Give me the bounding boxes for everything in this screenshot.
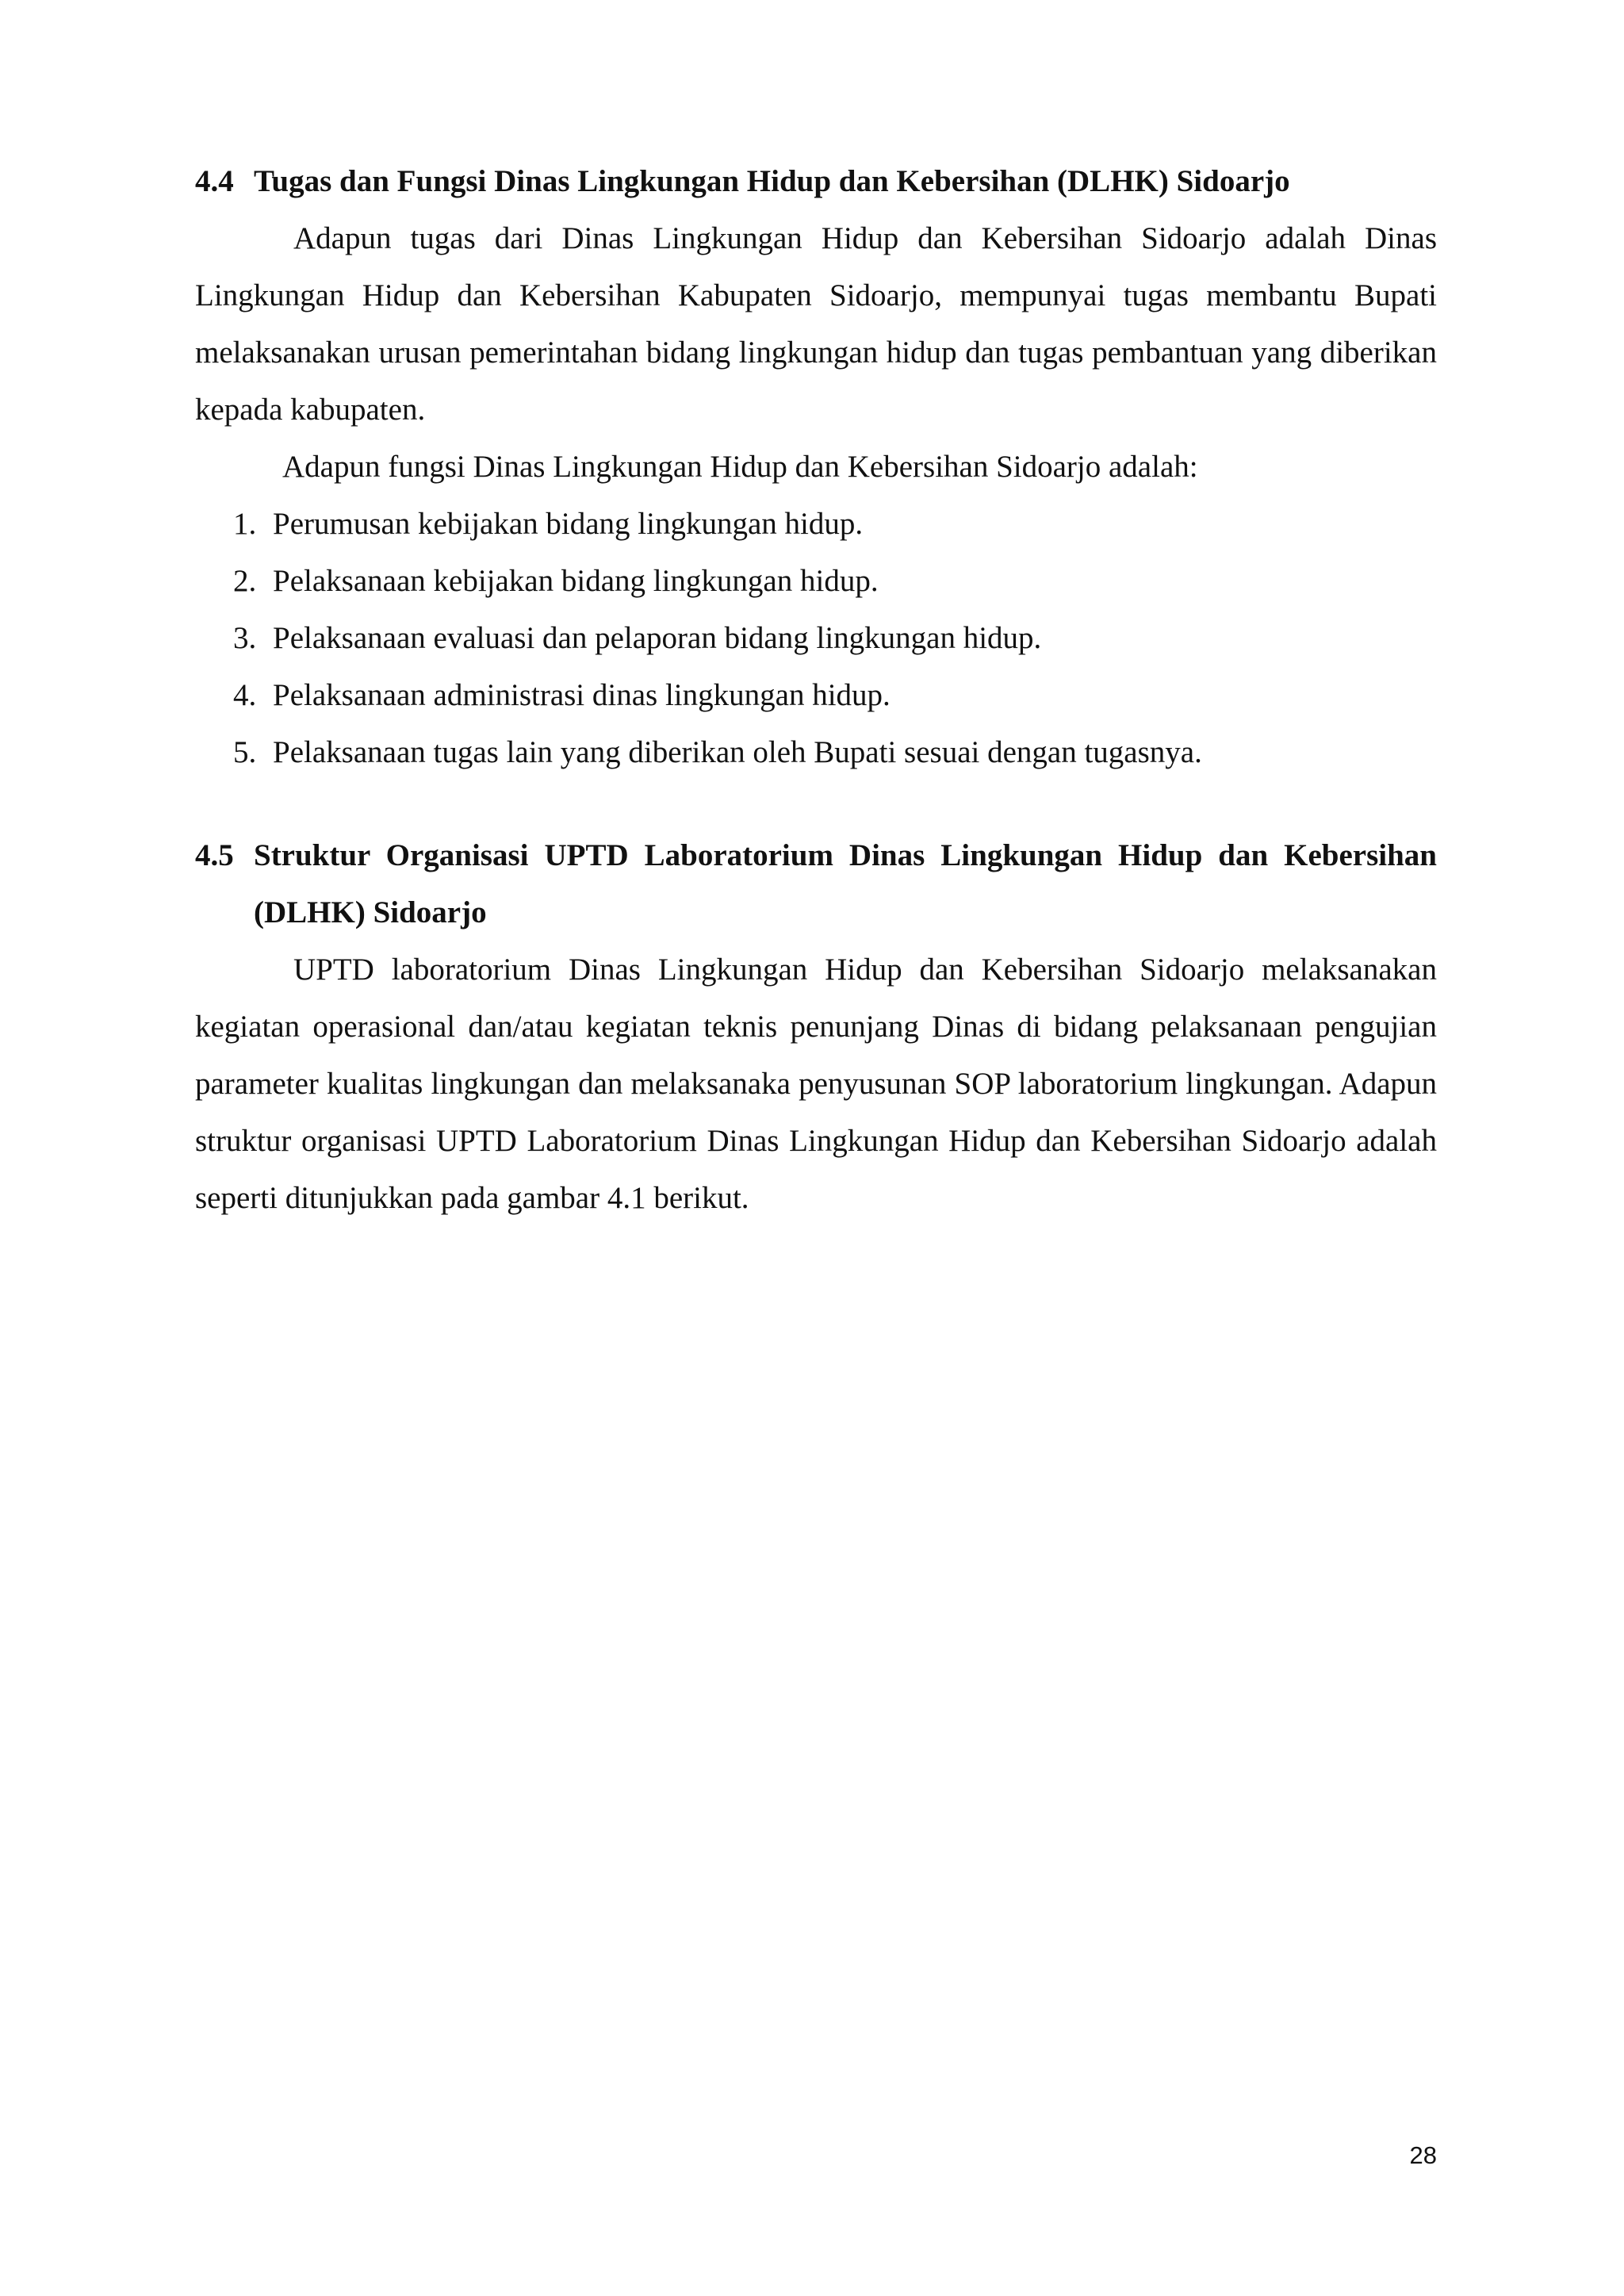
section-4-5-heading	[195, 827, 1437, 941]
section-number: 4.5	[195, 838, 234, 872]
list-item-text: Pelaksanaan kebijakan bidang lingkungan hidup.	[273, 564, 879, 598]
list-item	[195, 496, 1437, 553]
list-item-text: Pelaksanaan tugas lain yang diberikan oleh Bupati sesuai dengan tugasnya.	[273, 735, 1202, 769]
list-item-number: 1.	[233, 507, 257, 541]
paragraph-tugas: Adapun tugas dari Dinas Lingkungan Hidup dan Kebersihan Sidoarjo adalah Dinas Lingkungan Hidup dan Kebersihan Kabupaten Sidoarjo, mempunyai tugas membantu Bupati melaksanakan urusan pemerintahan bidang lingkungan hidup dan tugas pembantuan yang diberikan kepada kabupaten.	[195, 221, 1437, 427]
section-title: Tugas dan Fungsi Dinas Lingkungan Hidup dan Kebersihan (DLHK) Sidoarjo	[254, 164, 1290, 198]
list-item-number: 2.	[233, 564, 257, 598]
section-spacer	[195, 781, 1437, 827]
list-item-text: Pelaksanaan evaluasi dan pelaporan bidang lingkungan hidup.	[273, 621, 1042, 655]
list-item	[195, 553, 1437, 610]
section-4-4-heading	[195, 153, 1437, 210]
section-title: Struktur Organisasi UPTD Laboratorium Dinas Lingkungan Hidup dan Kebersihan (DLHK) Sidoarjo	[254, 838, 1437, 930]
list-item-number: 3.	[233, 621, 257, 655]
page-number: 28	[1409, 2141, 1437, 2169]
list-item	[195, 667, 1437, 724]
list-item-number: 4.	[233, 678, 257, 712]
section-number: 4.4	[195, 164, 234, 198]
list-item	[195, 724, 1437, 781]
page-content	[195, 153, 1437, 1227]
list-item-text: Pelaksanaan administrasi dinas lingkungan hidup.	[273, 678, 891, 712]
fungsi-list	[195, 496, 1437, 781]
list-item	[195, 610, 1437, 667]
paragraph-fungsi-intro: Adapun fungsi Dinas Lingkungan Hidup dan Kebersihan Sidoarjo adalah:	[282, 450, 1198, 484]
list-item-text: Perumusan kebijakan bidang lingkungan hidup.	[273, 507, 864, 541]
list-item-number: 5.	[233, 735, 257, 769]
paragraph-struktur: UPTD laboratorium Dinas Lingkungan Hidup dan Kebersihan Sidoarjo melaksanakan kegiatan operasional dan/atau kegiatan teknis penunjang Dinas di bidang pelaksanaan pengujian parameter kualitas lingkungan dan melaksanaka penyusunan SOP laboratorium lingkungan. Adapun struktur organisasi UPTD Laboratorium Dinas Lingkungan Hidup dan Kebersihan Sidoarjo adalah seperti ditunjukkan pada gambar 4.1 berikut.	[195, 953, 1437, 1215]
